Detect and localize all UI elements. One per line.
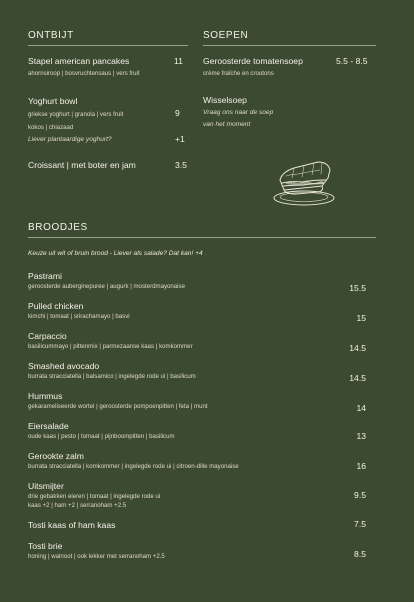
menu-item-gerookte-zalm — [28, 451, 368, 471]
menu-item-uitsmijter — [28, 481, 368, 510]
item-price: 9.5 — [354, 490, 366, 500]
item-price: 11 — [174, 56, 183, 66]
item-price: 14.5 — [349, 343, 366, 353]
item-desc: oude kaas | pesto | tomaat | pijnboompitten | basilicum — [28, 433, 175, 440]
item-price: 13 — [356, 431, 366, 441]
menu-item-pulled-chicken — [28, 301, 368, 321]
section-title-ontbijt: ONTBIJT — [28, 30, 74, 41]
item-option-price: +1 — [175, 134, 185, 144]
item-desc: ahornsiroop | bosvruchtensaus | vers fruit — [28, 70, 140, 77]
menu-item-carpaccio — [28, 331, 368, 351]
item-extras: kaas +2 | ham +2 | serranoham +2.5 — [28, 502, 127, 509]
item-desc: burrata stracciatella | balsamico | ingelegde rode ui | basilicum — [28, 373, 196, 380]
item-name: Wisselsoep — [203, 95, 247, 105]
item-price: 3.5 — [175, 160, 187, 170]
sandwich-icon — [272, 150, 336, 208]
divider-soepen — [203, 45, 376, 46]
item-desc: kimchi | tomaat | srirachamayo | basvi — [28, 313, 130, 320]
item-desc: crème fraîche en croutons — [203, 70, 274, 77]
item-price: 15 — [356, 313, 366, 323]
menu-item-yoghurt-bowl — [28, 96, 188, 145]
item-name: Carpaccio — [28, 331, 67, 341]
item-name: Uitsmijter — [28, 481, 64, 491]
item-name: Tosti kaas of ham kaas — [28, 520, 116, 530]
item-desc: gekarameliseerde wortel | geroosterde pompoenpitten | feta | munt — [28, 403, 208, 410]
item-desc: kokos | chiazaad — [28, 124, 74, 131]
item-name: Geroosterde tomatensoep — [203, 56, 303, 66]
item-desc: Vraag ons naar de soep — [203, 109, 274, 116]
item-desc: burrata stracciatella | komkommer | ingelegde rode ui | citroen-dille mayonaise — [28, 463, 239, 470]
item-price: 14 — [356, 403, 366, 413]
item-name: Pulled chicken — [28, 301, 84, 311]
menu-item-croissant — [28, 160, 178, 171]
item-price: 15.5 — [349, 283, 366, 293]
item-desc: geroosterde auberginepuree | augurk | mosterdmayonaise — [28, 283, 185, 290]
item-name: Croissant | met boter en jam — [28, 160, 136, 170]
item-name: Smashed avocado — [28, 361, 100, 371]
item-price: 16 — [356, 461, 366, 471]
item-name: Eiersalade — [28, 421, 69, 431]
section-title-soepen: SOEPEN — [203, 30, 249, 41]
item-name: Tosti brie — [28, 541, 63, 551]
menu-item-pancakes — [28, 56, 188, 78]
item-price: 5.5 - 8.5 — [336, 56, 368, 66]
item-option: Liever plantaardige yoghurt? — [28, 136, 112, 143]
item-desc: basilicummayo | pittenmix | parmezaanse kaas | komkommer — [28, 343, 193, 350]
item-name: Stapel american pancakes — [28, 56, 130, 66]
item-price: 9 — [175, 108, 180, 118]
menu-item-tosti-kaas-ham — [28, 520, 368, 531]
menu-item-smashed-avocado — [28, 361, 368, 381]
item-desc: honing | walnoot | ook lekker met serranoham +2.5 — [28, 553, 165, 560]
item-name: Hummus — [28, 391, 63, 401]
item-desc: griekse yoghurt | granola | vers fruit — [28, 111, 124, 118]
item-name: Gerookte zalm — [28, 451, 84, 461]
item-price: 8.5 — [354, 549, 366, 559]
item-price: 7.5 — [354, 519, 366, 529]
item-desc: van het moment — [203, 121, 251, 128]
menu-item-tosti-brie — [28, 541, 368, 561]
item-price: 14.5 — [349, 373, 366, 383]
item-desc: drie gebakken eieren | tomaat | ingelegde rode ui — [28, 493, 161, 500]
menu-item-pastrami — [28, 271, 368, 291]
menu-item-eiersalade — [28, 421, 368, 441]
section-title-broodjes: BROODJES — [28, 222, 88, 233]
item-name: Yoghurt bowl — [28, 96, 78, 106]
broodjes-note: Keuze uit wit of bruin brood - Liever als salade? Dat kan! +4 — [28, 250, 203, 257]
divider-broodjes — [28, 237, 376, 238]
divider-ontbijt — [28, 45, 188, 46]
menu-item-wisselsoep — [203, 95, 353, 130]
item-name: Pastrami — [28, 271, 62, 281]
menu-item-hummus — [28, 391, 368, 411]
menu-item-tomatensoep — [203, 56, 333, 78]
